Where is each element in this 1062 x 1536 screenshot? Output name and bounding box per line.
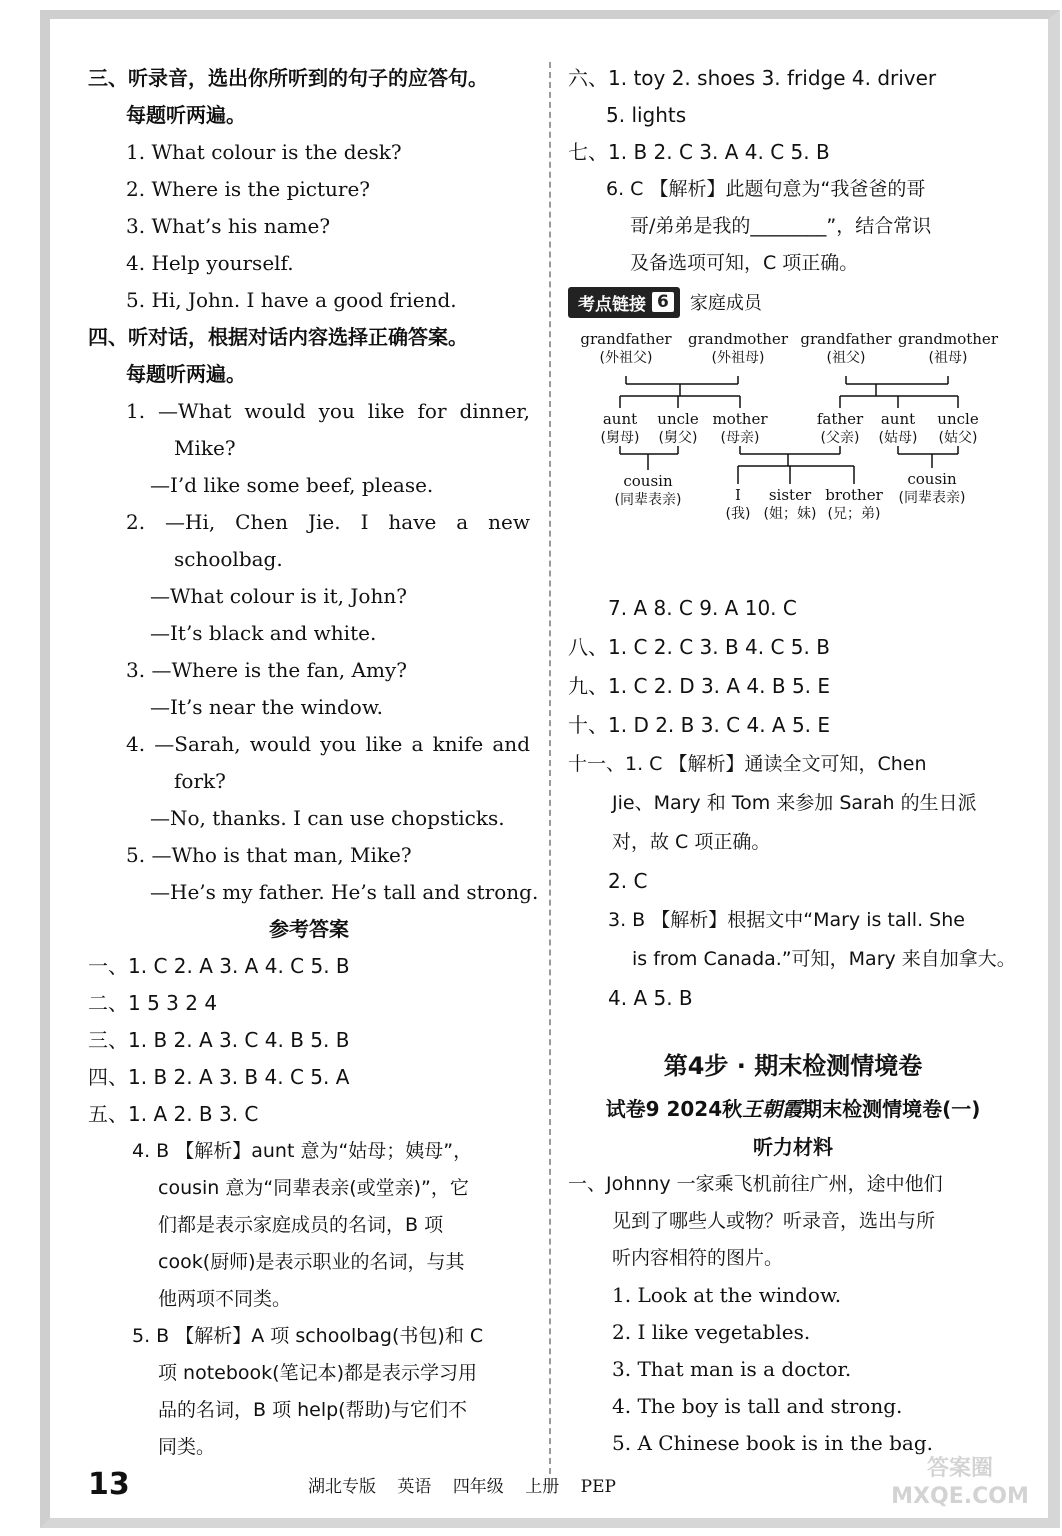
explanation-line: 3. B 【解析】根据文中“Mary is tall. She — [608, 909, 965, 931]
explanation-line: 十一、1. C 【解析】通读全文可知，Chen — [568, 753, 927, 775]
column-divider — [549, 62, 551, 1474]
listening-item: 1. Look at the window. — [612, 1283, 842, 1307]
dialogue-line: —No, thanks. I can use chopsticks. — [150, 806, 505, 830]
dialogue-line: Mike? — [174, 436, 236, 460]
explanation-line: cook(厨师)是表示职业的名词，与其 — [158, 1251, 465, 1273]
brand-logo-text: 王朝霞 — [742, 1097, 803, 1121]
right-column — [568, 60, 1018, 1462]
watermark-logo: 答案圈 MXQE.COM — [891, 1456, 1029, 1509]
dialogue-line: 3. —Where is the fan, Amy? — [126, 658, 407, 682]
answer-line: 四、1. B 2. A 3. B 4. C 5. A — [88, 1065, 350, 1089]
tree-node-sister: sister (姐；妹) — [763, 486, 817, 522]
footer-grade: 四年级 — [452, 1476, 504, 1497]
explanation-line: 们都是表示家庭成员的名词，B 项 — [158, 1214, 444, 1236]
tree-node-grandfather-maternal: grandfather (外祖父) — [580, 330, 672, 366]
explanation-line: 哥/弟弟是我的________”，结合常识 — [630, 215, 932, 237]
q3-item: 5. Hi, John. I have a good friend. — [126, 288, 457, 312]
answer-line: 六、1. toy 2. shoes 3. fridge 4. driver — [568, 66, 937, 90]
footer-volume: 上册 — [525, 1476, 560, 1497]
instruction-line: 听内容相符的图片。 — [612, 1247, 784, 1269]
answer-line: 7. A 8. C 9. A 10. C — [608, 596, 797, 620]
explanation-line: cousin 意为“同辈表亲(或堂亲)”，它 — [158, 1177, 469, 1199]
explanation-line: 对，故 C 项正确。 — [612, 831, 771, 853]
listening-item: 2. I like vegetables. — [612, 1320, 811, 1344]
tree-node-grandmother-paternal: grandmother (祖母) — [898, 330, 998, 366]
footer-subject: 英语 — [397, 1476, 432, 1497]
instruction-line: 一、Johnny 一家乘飞机前往广州，途中他们 — [568, 1173, 943, 1195]
tag-number: 6 — [652, 292, 674, 312]
tree-node-aunt-maternal: aunt (舅母) — [600, 410, 640, 446]
footer-info — [308, 1472, 632, 1497]
left-column — [88, 60, 539, 1466]
footer-version: PEP — [580, 1476, 616, 1497]
answer-line: 八、1. C 2. C 3. B 4. C 5. B — [568, 635, 830, 659]
explanation-line: 品的名词，B 项 help(帮助)与它们不 — [158, 1399, 468, 1421]
dialogue-line: fork? — [174, 769, 226, 793]
answer-line: 九、1. C 2. D 3. A 4. B 5. E — [568, 674, 831, 698]
q3-item: 4. Help yourself. — [126, 251, 294, 275]
tree-node-brother: brother (兄；弟) — [825, 486, 883, 522]
listening-title: 听力材料 — [753, 1135, 833, 1159]
page-footer — [88, 1462, 1018, 1506]
tree-node-uncle-maternal: uncle (舅父) — [657, 410, 699, 446]
paper-title: 试卷9 2024秋王朝霞期末检测情境卷(一) — [605, 1097, 981, 1121]
listening-item: 3. That man is a doctor. — [612, 1357, 852, 1381]
instruction-line: 见到了哪些人或物？听录音，选出与所 — [612, 1210, 936, 1232]
explanation-line: 他两项不同类。 — [158, 1288, 292, 1310]
dialogue-line: 2. —Hi, Chen Jie. I have a new — [126, 510, 530, 534]
q3-item: 1. What colour is the desk? — [126, 140, 402, 164]
tree-node-grandmother-maternal: grandmother (外祖母) — [688, 330, 788, 366]
knowledge-link-row — [568, 282, 1018, 322]
dialogue-line: —I’d like some beef, please. — [150, 473, 434, 497]
q3-item: 2. Where is the picture? — [126, 177, 371, 201]
knowledge-link-tag — [568, 287, 680, 318]
tree-node-cousin-paternal: cousin (同辈表亲) — [898, 470, 966, 506]
q4-title: 四、听对话，根据对话内容选择正确答案。 — [88, 325, 468, 349]
tree-node-father: father (父亲) — [816, 410, 864, 446]
answer-line: 5. lights — [606, 103, 687, 127]
answer-line: 三、1. B 2. A 3. C 4. B 5. B — [88, 1028, 350, 1052]
dialogue-line: 5. —Who is that man, Mike? — [126, 843, 412, 867]
answer-line: 七、1. B 2. C 3. A 4. C 5. B — [568, 140, 830, 164]
answer-line: 4. A 5. B — [608, 986, 693, 1010]
tag-label: 考点链接 — [578, 294, 646, 315]
explanation-line: 项 notebook(笔记本)都是表示学习用 — [158, 1362, 477, 1384]
listening-item: 4. The boy is tall and strong. — [612, 1394, 903, 1418]
tree-node-cousin-maternal: cousin (同辈表亲) — [614, 472, 682, 508]
tree-node-uncle-paternal: uncle (姑父) — [937, 410, 979, 446]
tag-title: 家庭成员 — [689, 293, 762, 314]
explanation-line: 及备选项可知，C 项正确。 — [630, 252, 859, 274]
tree-node-mother: mother (母亲) — [712, 410, 768, 446]
explanation-line: 同类。 — [158, 1436, 216, 1458]
dialogue-line: —It’s near the window. — [150, 695, 383, 719]
q3-title: 三、听录音，选出你所听到的句子的应答句。 — [88, 66, 488, 90]
explanation-line: 5. B 【解析】A 项 schoolbag(书包)和 C — [132, 1325, 484, 1347]
page-number: 13 — [88, 1466, 130, 1502]
dialogue-line: —What colour is it, John? — [150, 584, 407, 608]
tree-node-grandfather-paternal: grandfather (祖父) — [800, 330, 892, 366]
footer-edition: 湖北专版 — [308, 1476, 376, 1497]
answer-line: 二、1 5 3 2 4 — [88, 991, 218, 1015]
dialogue-line: 1. —What would you like for dinner, — [126, 399, 530, 423]
dialogue-line: 4. —Sarah, would you like a knife and — [126, 732, 530, 756]
explanation-line: 6. C 【解析】此题句意为“我爸爸的哥 — [606, 178, 926, 200]
tree-node-aunt-paternal: aunt (姑母) — [878, 410, 918, 446]
q3-sub: 每题听两遍。 — [126, 103, 246, 127]
q3-item: 3. What’s his name? — [126, 214, 331, 238]
answers-title: 参考答案 — [269, 917, 349, 941]
answer-line: 十、1. D 2. B 3. C 4. A 5. E — [568, 713, 831, 737]
explanation-line: is from Canada.”可知，Mary 来自加拿大。 — [632, 948, 1016, 970]
dialogue-line: schoolbag. — [174, 547, 283, 571]
answer-line: 五、1. A 2. B 3. C — [88, 1102, 259, 1126]
answer-line: 2. C — [608, 869, 648, 893]
dialogue-line: —It’s black and white. — [150, 621, 377, 645]
explanation-line: Jie、Mary 和 Tom 来参加 Sarah 的生日派 — [612, 792, 977, 814]
step-title: 第4步 · 期末检测情境卷 — [663, 1052, 923, 1080]
explanation-line: 4. B 【解析】aunt 意为“姑母；姨母”， — [132, 1140, 473, 1162]
listening-item: 5. A Chinese book is in the bag. — [612, 1431, 934, 1455]
dialogue-line: —He’s my father. He’s tall and strong. — [150, 880, 539, 904]
q4-sub: 每题听两遍。 — [126, 362, 246, 386]
family-tree — [568, 324, 1008, 554]
answer-line: 一、1. C 2. A 3. A 4. C 5. B — [88, 954, 350, 978]
tree-node-me: I (我) — [725, 486, 751, 522]
